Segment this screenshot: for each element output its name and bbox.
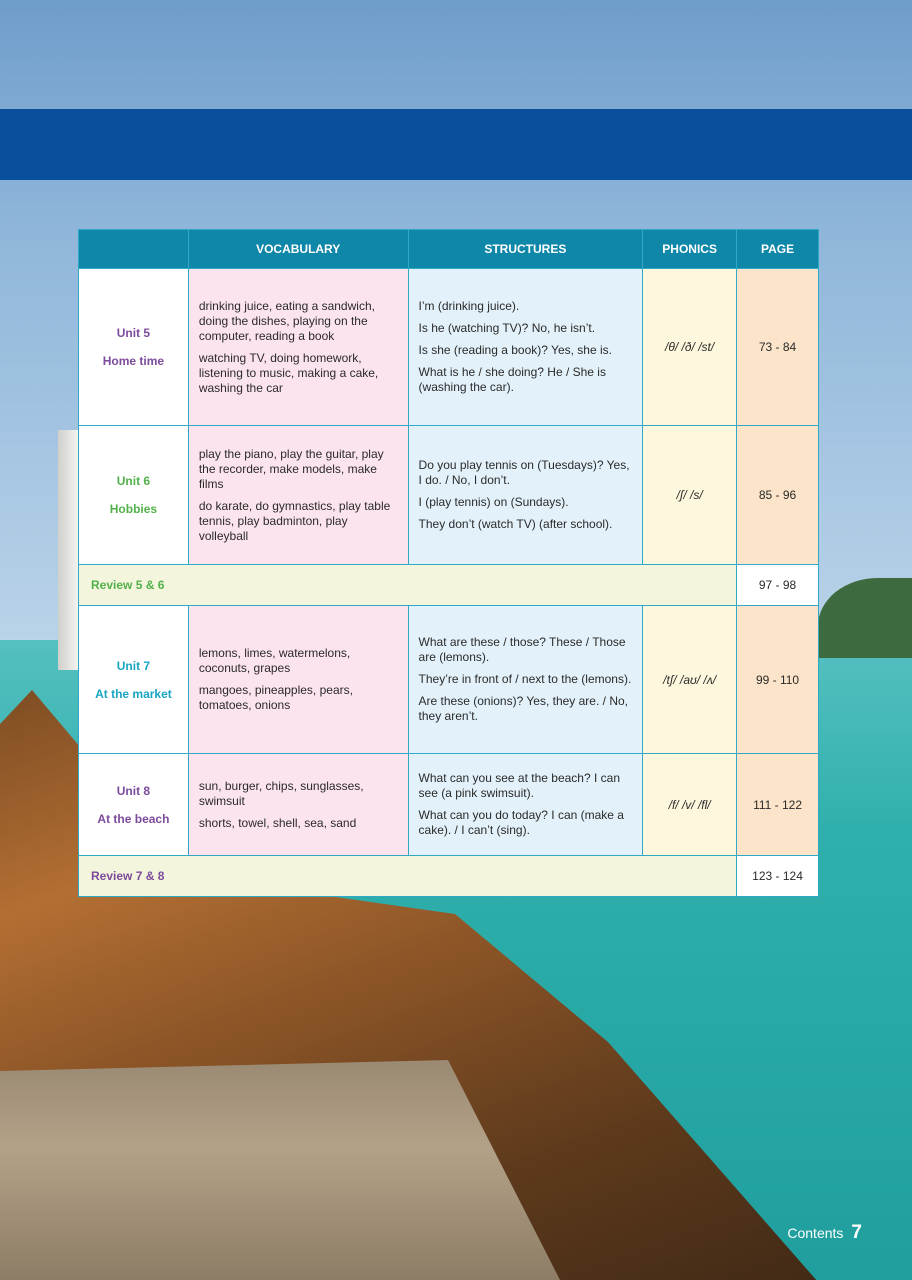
unit-cell <box>79 426 189 565</box>
page-cell: 99 - 110 <box>737 606 819 754</box>
unit-cell <box>79 269 189 426</box>
footer-label: Contents <box>787 1225 844 1241</box>
structure-line: Is she (reading a book)? Yes, she is. <box>418 343 612 357</box>
table-row <box>79 754 819 856</box>
unit-number: Unit 6 <box>116 474 151 488</box>
mast-image <box>58 430 78 670</box>
vocab-line: play the piano, play the guitar, play the recorder, make models, make films <box>198 446 384 491</box>
vocab-line: lemons, limes, watermelons, coconuts, grapes <box>198 646 351 675</box>
unit-cell <box>79 754 189 856</box>
header-phonics: PHONICS <box>643 230 737 269</box>
structure-line: What can you see at the beach? I can see (a pink swimsuit). <box>418 771 620 800</box>
structure-line: What can you do today? I can (make a cake). / I can’t (sing). <box>418 808 624 837</box>
vocab-line: shorts, towel, shell, sea, sand <box>198 815 357 830</box>
structure-line: I (play tennis) on (Sundays). <box>418 495 569 509</box>
page-cell: 73 - 84 <box>737 269 819 426</box>
vocab-line: drinking juice, eating a sandwich, doing the dishes, playing on the computer, reading a book <box>198 298 375 343</box>
title-banner <box>0 109 912 180</box>
structure-line: I’m (drinking juice). <box>418 299 520 313</box>
page-cell: 85 - 96 <box>737 426 819 565</box>
structures-cell <box>408 606 643 754</box>
header-empty <box>79 230 189 269</box>
vocab-line: do karate, do gymnastics, play table tennis, play badminton, play volleyball <box>198 498 391 543</box>
unit-title: Home time <box>102 354 165 368</box>
unit-number: Unit 8 <box>116 783 151 798</box>
vocabulary-cell <box>188 426 408 565</box>
review-row <box>79 856 819 897</box>
contents-table <box>78 229 819 897</box>
page-number: 7 <box>851 1222 862 1243</box>
vocab-line: mangoes, pineapples, pears, tomatoes, onions <box>198 683 353 712</box>
header-structures: STRUCTURES <box>408 230 643 269</box>
vocab-line: watching TV, doing homework, listening to music, making a cake, washing the car <box>198 350 379 395</box>
structures-cell <box>408 426 643 565</box>
review-label: Review 7 & 8 <box>79 856 737 897</box>
structure-line: Are these (onions)? Yes, they are. / No, they aren’t. <box>418 694 628 723</box>
unit-number: Unit 7 <box>116 658 151 673</box>
phonics-cell: /f/ /v/ /fl/ <box>643 754 737 856</box>
island-image <box>818 578 912 658</box>
structure-line: They’re in front of / next to the (lemons). <box>418 672 632 686</box>
table-header-row <box>79 230 819 269</box>
unit-title: At the market <box>95 686 172 701</box>
table-row <box>79 606 819 754</box>
table-row <box>79 426 819 565</box>
vocabulary-cell <box>188 269 408 426</box>
review-row <box>79 565 819 606</box>
phonics-cell: /ʃ/ /s/ <box>643 426 737 565</box>
structure-line: What are these / those? These / Those are (lemons). <box>418 635 626 664</box>
review-page: 123 - 124 <box>737 856 819 897</box>
phonics-cell: /tʃ/ /aʊ/ /ʌ/ <box>643 606 737 754</box>
structure-line: What is he / she doing? He / She is (washing the car). <box>418 365 606 394</box>
vocab-line: sun, burger, chips, sunglasses, swimsuit <box>198 778 364 808</box>
unit-title: At the beach <box>97 811 170 826</box>
unit-title: Hobbies <box>109 502 158 516</box>
header-vocabulary: VOCABULARY <box>188 230 408 269</box>
page-footer <box>787 1222 862 1244</box>
structure-line: Is he (watching TV)? No, he isn’t. <box>418 321 596 335</box>
page-cell: 111 - 122 <box>737 754 819 856</box>
header-page: PAGE <box>737 230 819 269</box>
phonics-cell: /θ/ /ð/ /st/ <box>643 269 737 426</box>
review-page: 97 - 98 <box>737 565 819 606</box>
vocabulary-cell <box>188 606 408 754</box>
structure-line: They don’t (watch TV) (after school). <box>418 517 613 531</box>
unit-number: Unit 5 <box>116 326 151 340</box>
unit-cell <box>79 606 189 754</box>
vocabulary-cell <box>188 754 408 856</box>
review-label: Review 5 & 6 <box>79 565 737 606</box>
structures-cell <box>408 754 643 856</box>
table-row <box>79 269 819 426</box>
structures-cell <box>408 269 643 426</box>
structure-line: Do you play tennis on (Tuesdays)? Yes, I do. / No, I don’t. <box>418 458 630 487</box>
